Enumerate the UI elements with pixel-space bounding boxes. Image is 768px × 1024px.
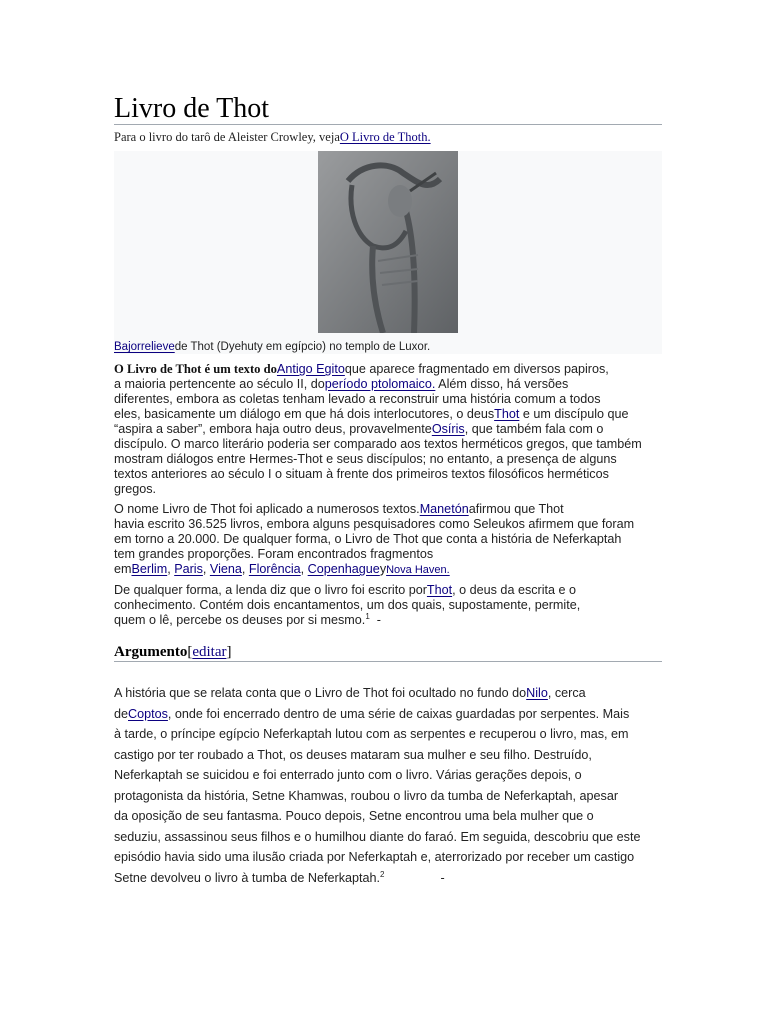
caption-link-bajorrelieve[interactable]: Bajorrelieve bbox=[114, 341, 175, 353]
argument-text-3: de bbox=[114, 706, 129, 721]
intro-text-6: e um discípulo que bbox=[522, 407, 629, 421]
section-title: Argumento bbox=[114, 644, 188, 660]
hatnote bbox=[114, 130, 431, 144]
second-text-4: em torno a 20.000. De qualquer forma, o Livro de Thot que conta a história de Neferkaptah bbox=[114, 532, 622, 546]
intro-text-1: que aparece fragmentado em diversos papiros, bbox=[344, 362, 609, 376]
argument-text-7: Neferkaptah se suicidou e foi enterrado junto com o livro. Várias gerações depois, o bbox=[114, 768, 582, 782]
intro-paragraph bbox=[114, 362, 662, 497]
third-text-2: , o deus da escrita e o bbox=[452, 583, 577, 597]
thot-relief-drawing bbox=[318, 151, 458, 333]
intro-text-5: eles, basicamente um diálogo em que há dois interlocutores, o deus bbox=[114, 407, 495, 421]
thot-relief-image[interactable] bbox=[318, 151, 458, 333]
intro-text-7: “aspira a saber”, embora haja outro deus, provavelmente bbox=[114, 422, 432, 436]
intro-text-4: diferentes, embora as coletas tenham levado a reconstruir uma história comum a todos bbox=[114, 392, 601, 406]
second-paragraph: O nome Livro de Thot foi aplicado a numerosos textos.Manetónafirmou que Thot havia escrito 36.525 livros, embora alguns pesquisadores como Seleukos afirmem que foram em torno a 20.000. De qualquer forma, o Livro de Thot que conta a história de Neferkaptah tem grandes proporções. Foram encontrados fragmentos emBerlim, Paris, Viena, Florência, CopenhagueyNova Haven. bbox=[114, 502, 635, 576]
reference-1[interactable]: 1 bbox=[365, 611, 370, 621]
figure bbox=[114, 151, 662, 354]
edit-bracket-open: [ bbox=[187, 644, 193, 660]
argument-paragraph bbox=[114, 683, 662, 888]
section-edit bbox=[187, 644, 231, 660]
second-text-2: afirmou que Thot bbox=[468, 502, 564, 516]
argument-text-5: à tarde, o príncipe egípcio Neferkaptah lutou com as serpentes e recuperou o livro, mas, em bbox=[114, 727, 629, 741]
third-text-1: De qualquer forma, a lenda diz que o livro foi escrito por bbox=[114, 583, 427, 597]
argument-text-12: Setne devolveu o livro à tumba de Neferkaptah. bbox=[114, 870, 381, 885]
page-title: Livro de Thot bbox=[114, 94, 662, 125]
intro-text-2: a maioria pertencente ao século II, do bbox=[114, 377, 325, 391]
edit-bracket-close: ] bbox=[226, 644, 232, 660]
link-periodo-ptolomaico[interactable]: período ptolomaico. bbox=[324, 377, 436, 391]
caption-text: de Thot (Dyehuty em egípcio) no templo de Luxor. bbox=[174, 341, 431, 353]
second-text-6: em bbox=[114, 562, 132, 576]
argument-dash: - bbox=[440, 870, 445, 885]
argument-text-8: protagonista da história, Setne Khamwas, roubou o livro da tumba de Neferkaptah, apesar bbox=[114, 788, 619, 803]
second-text-3: havia escrito 36.525 livros, embora alguns pesquisadores como Seleukos afirmem que foram bbox=[114, 517, 635, 531]
link-paris[interactable]: Paris bbox=[174, 562, 203, 576]
intro-text-12: gregos. bbox=[114, 482, 157, 496]
reference-2[interactable]: 2 bbox=[380, 869, 385, 879]
link-osiris[interactable]: Osíris bbox=[431, 422, 465, 436]
argument-text-6: castigo por ter roubado a Thot, os deuses mataram sua mulher e seu filho. Destruído, bbox=[114, 747, 592, 762]
link-maneton[interactable]: Manetón bbox=[419, 502, 469, 516]
lead-text: O Livro de Thot é um texto do bbox=[114, 362, 277, 376]
edit-link[interactable]: editar bbox=[192, 644, 227, 660]
third-text-3: conhecimento. Contém dois encantamentos, um dos quais, supostamente, permite, bbox=[114, 598, 581, 612]
third-paragraph bbox=[114, 583, 662, 628]
section-heading-argumento bbox=[114, 643, 662, 662]
intro-text-9: discípulo. O marco literário poderia ser comparado aos textos herméticos gregos, que também bbox=[114, 437, 642, 451]
link-thot[interactable]: Thot bbox=[494, 407, 520, 421]
link-antigo-egito[interactable]: Antigo Egito bbox=[276, 362, 345, 376]
argument-text-1: A história que se relata conta que o Livro de Thot foi ocultado no fundo do bbox=[114, 686, 527, 700]
third-dash: - bbox=[376, 613, 381, 627]
argument-text-4: , onde foi encerrado dentro de uma série de caixas guardadas por serpentes. Mais bbox=[167, 706, 630, 721]
hatnote-text: Para o livro do tarô de Aleister Crowley, veja bbox=[114, 130, 340, 144]
link-copenhague[interactable]: Copenhague bbox=[307, 562, 380, 576]
hatnote-link[interactable]: O Livro de Thoth. bbox=[339, 130, 431, 144]
second-text-1: O nome Livro de Thot foi aplicado a numerosos textos. bbox=[114, 502, 420, 516]
link-nilo[interactable]: Nilo bbox=[526, 686, 548, 700]
link-viena[interactable]: Viena bbox=[209, 562, 242, 576]
second-text-5: tem grandes proporções. Foram encontrados fragmentos bbox=[114, 547, 434, 561]
third-text-4: quem o lê, percebe os deuses por si mesmo. bbox=[114, 613, 366, 627]
link-berlim[interactable]: Berlim bbox=[131, 562, 168, 576]
link-nova-haven[interactable]: Nova Haven. bbox=[386, 564, 450, 576]
intro-text-11: textos anteriores ao século I o situam à frente dos primeiros textos filosóficos herméticos bbox=[114, 467, 609, 481]
intro-text-10: mostram diálogos entre Hermes-Thot e seus discípulos; no entanto, a presença de alguns bbox=[114, 452, 617, 466]
link-florencia[interactable]: Florência bbox=[248, 562, 301, 576]
intro-text-3: Além disso, há versões bbox=[435, 377, 569, 391]
second-text-7: y bbox=[379, 562, 387, 576]
argument-text-9: da oposição de seu fantasma. Pouco depois, Setne encontrou uma bela mulher que o bbox=[114, 809, 594, 823]
figure-caption bbox=[114, 341, 430, 354]
link-coptos[interactable]: Coptos bbox=[128, 706, 168, 721]
argument-text-2: , cerca bbox=[547, 686, 586, 700]
link-thot-2[interactable]: Thot bbox=[426, 583, 453, 597]
argument-text-10: seduziu, assassinou seus filhos e o humilhou diante do faraó. Em seguida, descobriu que este bbox=[114, 829, 641, 844]
intro-text-8: , que também fala com o bbox=[464, 422, 604, 436]
argument-text-11: episódio havia sido uma ilusão criada por Neferkaptah e, aterrorizado por receber um castigo bbox=[114, 850, 635, 864]
